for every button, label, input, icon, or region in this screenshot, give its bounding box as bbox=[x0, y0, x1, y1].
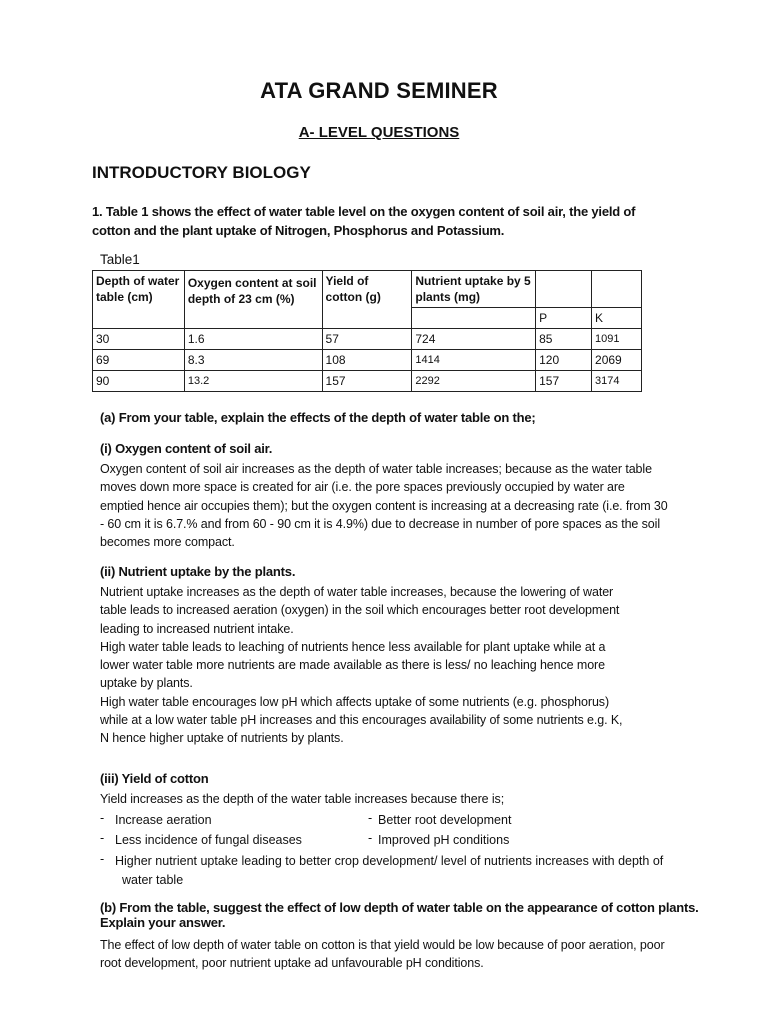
cell: 1.6 bbox=[184, 329, 322, 350]
list-bullet: - bbox=[100, 852, 105, 866]
answer-line: N hence higher uptake of nutrients by plants. bbox=[100, 731, 344, 746]
cell: 8.3 bbox=[184, 350, 322, 371]
list-bullet: - bbox=[368, 811, 373, 825]
cell: 1091 bbox=[592, 329, 642, 350]
part-a-iii-intro: Yield increases as the depth of the water table increases because there is; bbox=[100, 792, 505, 806]
part-a-iii-heading: (iii) Yield of cotton bbox=[100, 771, 209, 786]
part-b-question bbox=[100, 900, 699, 930]
cell: 30 bbox=[93, 329, 185, 350]
answer-line: uptake by plants. bbox=[100, 676, 193, 691]
page-title: ATA GRAND SEMINER bbox=[260, 78, 498, 103]
cell: 13.2 bbox=[184, 371, 322, 392]
list-item: Improved pH conditions bbox=[378, 833, 510, 847]
answer-line: High water table leads to leaching of nutrients hence less available for plant uptake while at a bbox=[100, 639, 606, 654]
answer-line: Nutrient uptake increases as the depth of water table increases, because the lowering of water bbox=[100, 585, 614, 599]
answer-line: The effect of low depth of water table on cotton is that yield would be low because of poor aeration, poor bbox=[100, 938, 665, 952]
subheader-p: P bbox=[536, 308, 592, 329]
list-item: Higher nutrient uptake leading to better crop development/ level of nutrients increases with depth of bbox=[115, 854, 664, 868]
answer-line: while at a low water table pH increases and this encourages availability of some nutrients e.g. K, bbox=[100, 713, 623, 728]
cell: 157 bbox=[322, 371, 412, 392]
part-a-ii-heading: (ii) Nutrient uptake by the plants. bbox=[100, 564, 296, 579]
question-line: Explain your answer. bbox=[100, 915, 226, 930]
answer-line: High water table encourages low pH which affects uptake of some nutrients (e.g. phosphorus) bbox=[100, 694, 610, 709]
list-item: Less incidence of fungal diseases bbox=[115, 833, 302, 847]
part-a-question: (a) From your table, explain the effects of the depth of water table on the; bbox=[100, 410, 536, 425]
table-header-row bbox=[93, 271, 642, 308]
part-a-i-heading: (i) Oxygen content of soil air. bbox=[100, 441, 273, 456]
data-table bbox=[92, 270, 642, 392]
cell: 69 bbox=[93, 350, 185, 371]
cell: 157 bbox=[536, 371, 592, 392]
cell: 2292 bbox=[412, 371, 536, 392]
answer-line: leading to increased nutrient intake. bbox=[100, 621, 294, 636]
part-a-i-answer: Oxygen content of soil air increases as the depth of water table increases; because as the water table moves down more space is created for air (i.e. the pore spaces previously occupied by water are emptied hence air occupies them); but the oxygen content is increasing at a decreasing rate (i.e. from 30 - 60 cm it is 6.7.% and from 60 - 90 cm it is 4.9%) due to decrease in number of pore spaces as the soil becomes more compact. bbox=[100, 462, 668, 550]
subheader-k: K bbox=[592, 308, 642, 329]
answer-line: root development, poor nutrient uptake ad unfavourable pH conditions. bbox=[100, 956, 484, 971]
table-row bbox=[93, 371, 642, 392]
question-line: (b) From the table, suggest the effect of low depth of water table on the appearance of cotton plants. bbox=[100, 900, 699, 915]
table-row bbox=[93, 329, 642, 350]
cell: 2069 bbox=[592, 350, 642, 371]
part-a-ii-answer bbox=[100, 583, 670, 748]
cell: 724 bbox=[412, 329, 536, 350]
cell: 120 bbox=[536, 350, 592, 371]
subheader-n bbox=[412, 308, 536, 329]
header-depth: Depth of water table (cm) bbox=[93, 271, 185, 329]
header-oxygen: Oxygen content at soil depth of 23 cm (%) bbox=[184, 271, 322, 329]
table-row bbox=[93, 350, 642, 371]
list-bullet: - bbox=[368, 831, 373, 845]
list-bullet: - bbox=[100, 811, 105, 825]
cell: 108 bbox=[322, 350, 412, 371]
cell: 3174 bbox=[592, 371, 642, 392]
cell: 85 bbox=[536, 329, 592, 350]
question-1: 1. Table 1 shows the effect of water table level on the oxygen content of soil air, the yield of cotton and the plant uptake of Nitrogen, Phosphorus and Potassium. bbox=[92, 204, 636, 238]
cell: 90 bbox=[93, 371, 185, 392]
answer-line: lower water table more nutrients are made available as there is less/ no leaching hence more bbox=[100, 658, 605, 673]
header-blank-1 bbox=[536, 271, 592, 308]
list-bullet: - bbox=[100, 831, 105, 845]
cell: 57 bbox=[322, 329, 412, 350]
part-b-answer bbox=[100, 936, 700, 973]
section-heading: INTRODUCTORY BIOLOGY bbox=[92, 163, 311, 182]
list-item-continuation: water table bbox=[122, 873, 184, 887]
answer-line: table leads to increased aeration (oxygen) in the soil which encourages better root development bbox=[100, 603, 620, 618]
header-yield: Yield of cotton (g) bbox=[322, 271, 412, 329]
header-blank-2 bbox=[592, 271, 642, 308]
table-caption: Table1 bbox=[100, 252, 140, 267]
cell: 1414 bbox=[412, 350, 536, 371]
list-item: Better root development bbox=[378, 813, 512, 827]
list-item: Increase aeration bbox=[115, 813, 212, 827]
page-subtitle: A- LEVEL QUESTIONS bbox=[298, 124, 460, 141]
header-nutrient: Nutrient uptake by 5 plants (mg) bbox=[412, 271, 536, 308]
